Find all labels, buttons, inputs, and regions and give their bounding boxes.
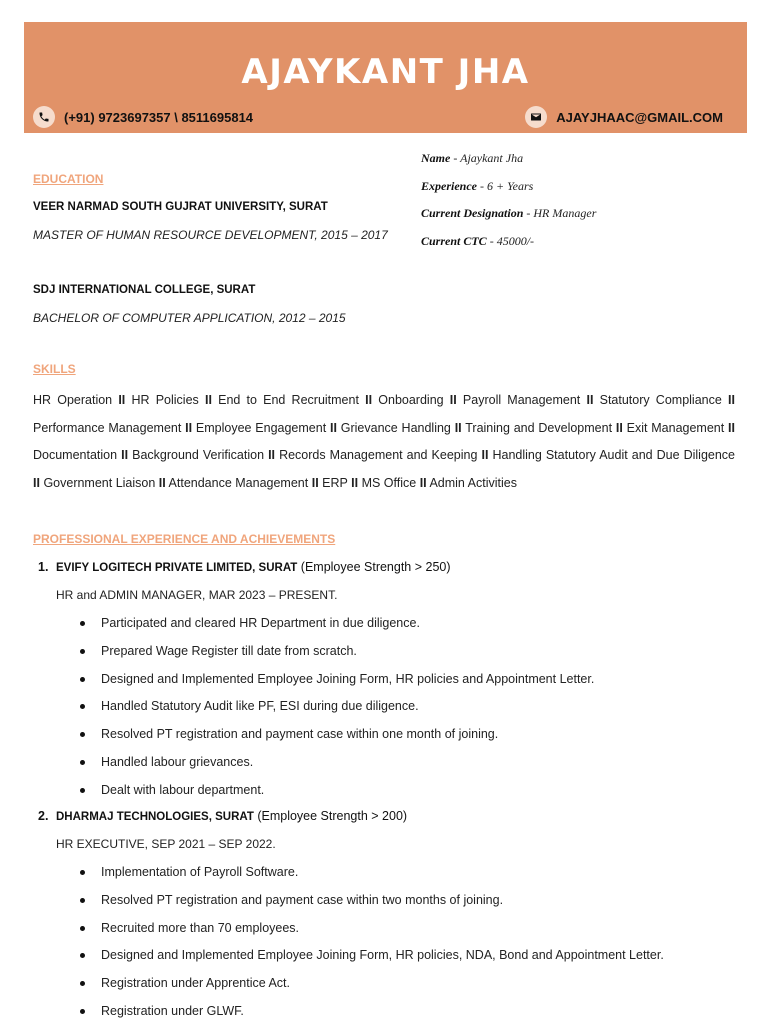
skill-item: Training and Development (465, 420, 613, 435)
phone-contact[interactable] (33, 106, 253, 128)
summary-experience: Experience - 6 + Years (421, 178, 534, 193)
education-degree: BACHELOR OF COMPUTER APPLICATION, 2012 – 2015 (33, 311, 346, 325)
skill-item: End to End Recruitment (218, 393, 359, 407)
skill-separator: II (204, 393, 212, 407)
phone-icon (33, 106, 55, 128)
skill-separator: II (118, 393, 126, 407)
list-item: Prepared Wage Register till date from scratch. (78, 643, 594, 671)
skill-item: Attendance Management (168, 475, 309, 490)
employee-strength: (Employee Strength > 250) (297, 560, 451, 574)
skill-separator: II (365, 393, 373, 407)
list-item: Registration under Apprentice Act. (78, 975, 664, 1003)
skill-separator: II (351, 475, 359, 490)
education-school: SDJ INTERNATIONAL COLLEGE, SURAT (33, 284, 256, 296)
skill-item: Documentation (33, 448, 118, 463)
education-school: VEER NARMAD SOUTH GUJRAT UNIVERSITY, SURAT (33, 201, 328, 213)
education-heading: EDUCATION (33, 172, 104, 186)
skill-item: Handling Statutory Audit and Due Diligence (492, 448, 736, 463)
skill-separator: II (615, 420, 623, 435)
job-role: HR and ADMIN MANAGER, MAR 2023 – PRESENT. (56, 588, 338, 602)
skill-separator: II (454, 420, 462, 435)
email-text: AJAYJHAAC@GMAIL.COM (556, 109, 723, 125)
phone-text: (+91) 9723697357 \ 8511695814 (64, 109, 254, 125)
skill-item: MS Office (361, 475, 417, 490)
skill-separator: II (728, 393, 735, 407)
skill-separator: II (728, 420, 735, 435)
skill-separator: II (419, 475, 427, 490)
job-title: 1. EVIFY LOGITECH PRIVATE LIMITED, SURAT (Employee Strength > 250) (38, 560, 451, 574)
list-item: Participated and cleared HR Department in due diligence. (78, 615, 594, 643)
list-item: Recruited more than 70 employees. (78, 920, 664, 948)
skill-separator: II (158, 475, 166, 490)
skill-item: Government Liaison (43, 475, 156, 490)
list-item: Handled Statutory Audit like PF, ESI during due diligence. (78, 698, 594, 726)
skill-item: Payroll Management (462, 393, 581, 407)
skill-item: Background Verification (132, 448, 265, 463)
job-title: 2. DHARMAJ TECHNOLOGIES, SURAT (Employee Strength > 200) (38, 809, 408, 823)
list-item: Resolved PT registration and payment case within one month of joining. (78, 726, 594, 754)
skill-separator: II (330, 420, 337, 435)
job-role: HR EXECUTIVE, SEP 2021 – SEP 2022. (56, 837, 276, 851)
education-degree: MASTER OF HUMAN RESOURCE DEVELOPMENT, 2015 – 2017 (33, 228, 388, 242)
skill-item: Admin Activities (429, 475, 517, 490)
skill-item: HR Operation (33, 393, 113, 407)
list-item: Handled labour grievances. (78, 754, 594, 782)
skill-separator: II (121, 448, 129, 463)
employee-strength: (Employee Strength > 200) (253, 809, 408, 823)
summary-block (421, 150, 596, 260)
skill-item: Performance Management (33, 420, 182, 435)
skills-heading: SKILLS (33, 362, 76, 376)
list-item: Resolved PT registration and payment case within two months of joining. (78, 892, 664, 920)
skills-list (33, 387, 735, 497)
skill-item: Records Management and Keeping (279, 448, 478, 463)
skill-item: HR Policies (131, 393, 199, 407)
list-item: Registration under GLWF. (78, 1003, 664, 1031)
skill-separator: II (586, 393, 594, 407)
experience-heading: PROFESSIONAL EXPERIENCE AND ACHIEVEMENTS (33, 532, 336, 546)
skill-item: Grievance Handling (340, 420, 451, 435)
list-item: Designed and Implemented Employee Joining Form, HR policies, NDA, Bond and Appointment Letter. (78, 947, 664, 975)
skill-item: Exit Management (626, 420, 725, 435)
skill-separator: II (33, 475, 40, 490)
summary-name: Name - Ajaykant Jha (421, 151, 524, 165)
skill-item: Statutory Compliance (599, 393, 722, 407)
skill-separator: II (449, 393, 457, 407)
list-item: Implementation of Payroll Software. (78, 864, 664, 892)
resume-header (24, 22, 747, 133)
skill-item: ERP (322, 475, 348, 490)
email-contact[interactable] (525, 106, 723, 128)
company-name: EVIFY LOGITECH PRIVATE LIMITED, SURAT (56, 562, 298, 574)
company-name: DHARMAJ TECHNOLOGIES, SURAT (56, 811, 254, 823)
skill-separator: II (185, 420, 193, 435)
summary-ctc: Current CTC - 45000/- (421, 233, 535, 248)
skill-separator: II (268, 448, 276, 463)
job-achievements (78, 864, 664, 1031)
list-item: Designed and Implemented Employee Joining Form, HR policies and Appointment Letter. (78, 671, 594, 699)
candidate-name: AJAYKANT JHA (241, 52, 530, 92)
skill-separator: II (311, 475, 319, 490)
list-item: Dealt with labour department. (78, 782, 594, 810)
summary-designation: Current Designation - HR Manager (421, 206, 597, 220)
envelope-icon (525, 106, 547, 128)
skill-item: Onboarding (378, 393, 444, 407)
skill-item: Employee Engagement (195, 420, 327, 435)
job-achievements (78, 615, 594, 810)
skill-separator: II (481, 448, 489, 463)
